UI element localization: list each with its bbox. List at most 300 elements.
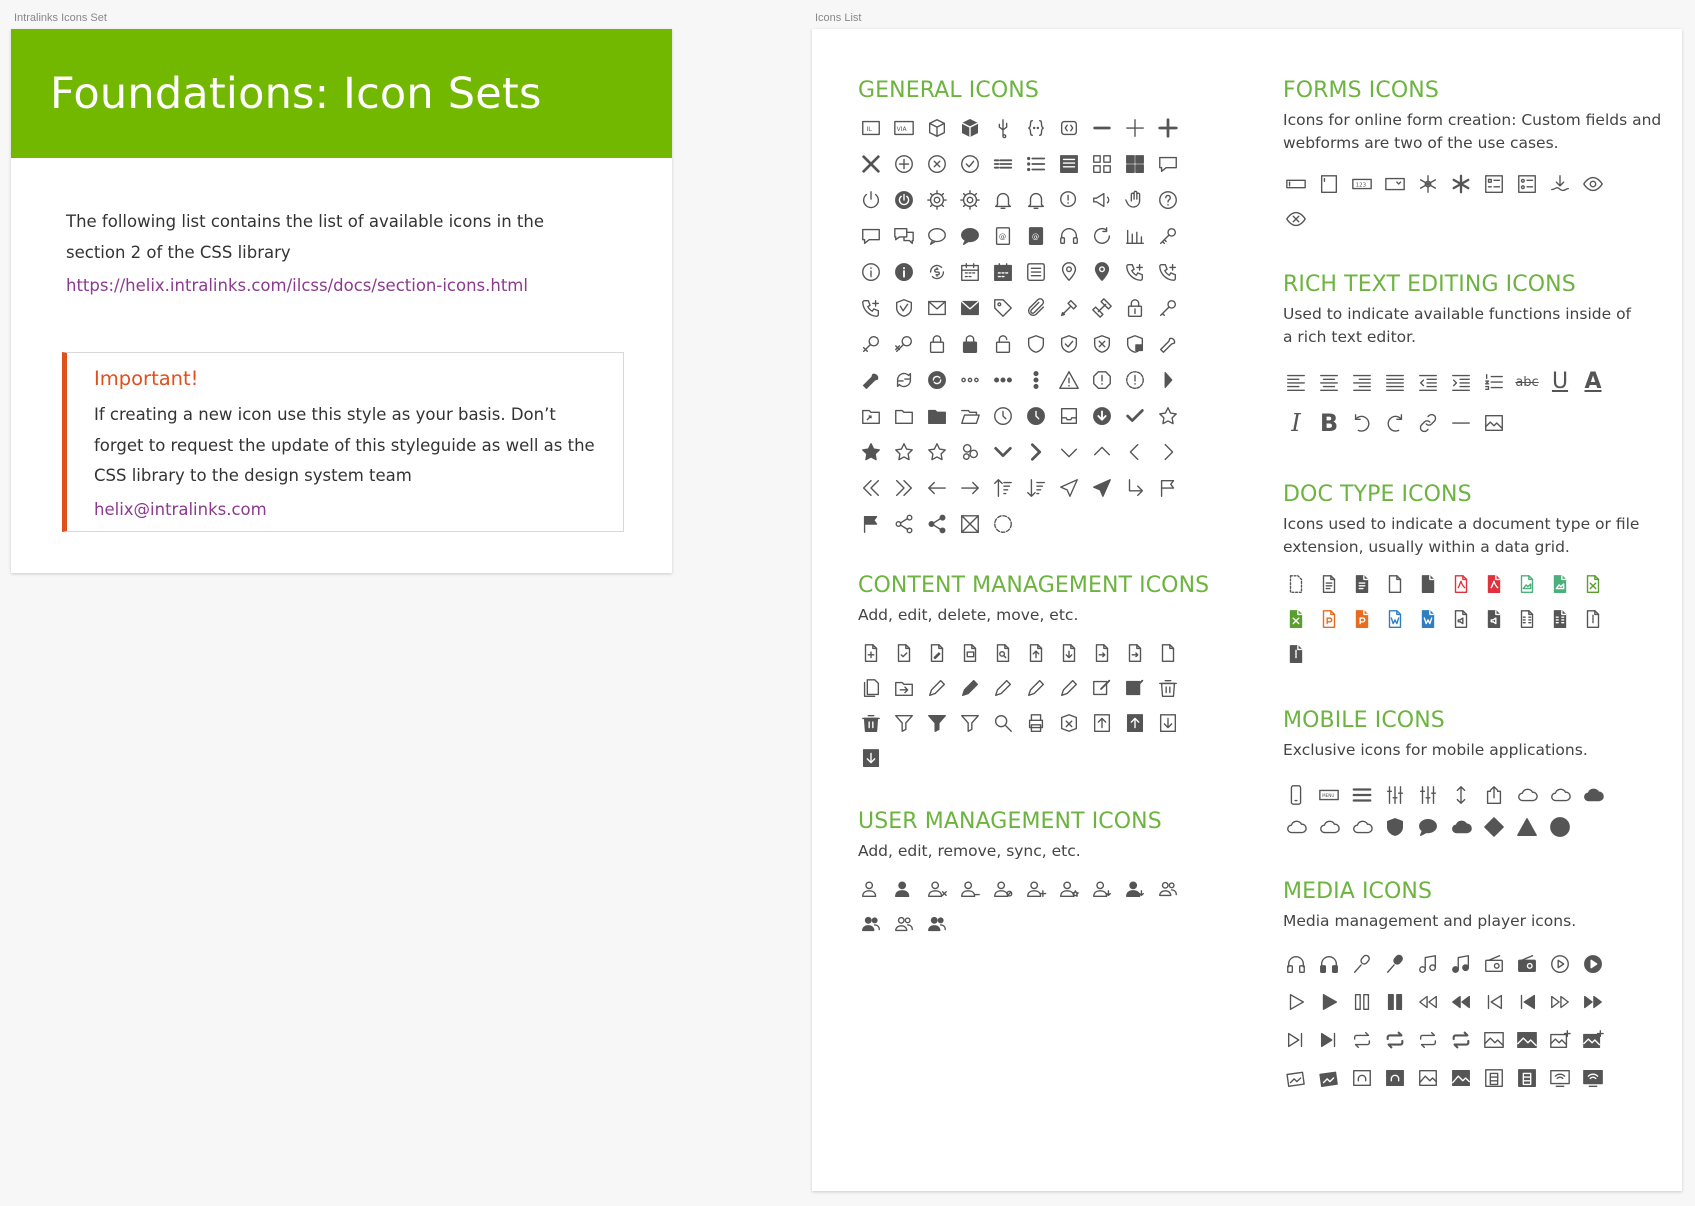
cube-filled-icon <box>957 115 983 141</box>
download-circle-icon <box>1089 403 1115 429</box>
chevron-down-icon <box>1056 439 1082 465</box>
hamburger-icon <box>1349 782 1375 808</box>
phone-remove-icon <box>858 295 884 321</box>
media-section <box>1283 879 1653 1102</box>
il-badge-icon <box>858 115 884 141</box>
content-icons-grid <box>858 640 1209 779</box>
sort-ascending-icon <box>990 475 1016 501</box>
circle-icon <box>1547 814 1573 840</box>
flag-filled-icon <box>858 511 884 537</box>
files-icon <box>858 675 884 701</box>
section-description: Add, edit, delete, move, etc. <box>858 606 1079 624</box>
shield-map-icon <box>891 295 917 321</box>
file-audio-icon <box>1448 606 1474 632</box>
fast-forward-outline-icon <box>1547 989 1573 1015</box>
section-description: Exclusive icons for mobile applications. <box>1283 741 1588 759</box>
edit-box-icon <box>1089 675 1115 701</box>
megaphone-icon <box>1089 187 1115 213</box>
svg-text:MENU: MENU <box>1322 792 1335 798</box>
skip-back-outline-icon <box>1481 989 1507 1015</box>
wrench-filled-icon <box>858 367 884 393</box>
usb-icon <box>990 115 1016 141</box>
close-circle-icon <box>924 151 950 177</box>
file-excel-icon <box>1580 571 1606 597</box>
general-icons-grid <box>858 115 1188 546</box>
underline-icon-glyph: U <box>1551 369 1569 394</box>
pencil-line-icon <box>990 675 1016 701</box>
folder-open-icon <box>957 403 983 429</box>
tv-headphones-filled-icon <box>1382 1065 1408 1091</box>
radio-filled-icon <box>1514 951 1540 977</box>
repeat-filled-icon <box>1382 1027 1408 1053</box>
lock-open-outline-icon <box>924 331 950 357</box>
general-icons-section <box>858 78 1188 546</box>
section-description: Add, edit, remove, sync, etc. <box>858 842 1081 860</box>
section-description: Used to indicate available functions inside of a rich text editor. <box>1283 305 1632 346</box>
users-filled-sync-icon <box>924 911 950 937</box>
font-color-icon <box>1580 369 1606 395</box>
filter-outline-icon <box>891 710 917 736</box>
section-title: DOC TYPE ICONS <box>1283 482 1472 507</box>
list-card-icon <box>1023 259 1049 285</box>
sync-filled-icon <box>924 367 950 393</box>
pencil-remove-icon <box>1023 675 1049 701</box>
cloud-download-filled-icon <box>1448 814 1474 840</box>
callout-body: If creating a new icon use this style as your basis. Don’t forget to request the update of this styleguide as well as the CSS library to the design system team <box>94 405 595 485</box>
clock-filled-icon <box>1023 403 1049 429</box>
file-mail-icon <box>957 640 983 666</box>
microphone-outline-icon <box>1349 951 1375 977</box>
user-filled-icon <box>891 876 917 902</box>
satellite-icon <box>1089 295 1115 321</box>
braces-icon <box>1023 115 1049 141</box>
image-frame-icon <box>1481 1027 1507 1053</box>
folder-move-icon <box>891 675 917 701</box>
placeholder-circle-icon <box>990 511 1016 537</box>
power-icon <box>858 187 884 213</box>
filter-filled-icon <box>924 710 950 736</box>
help-circle-icon <box>1155 187 1181 213</box>
image-add-filled-icon <box>1580 1027 1606 1053</box>
user-icons-grid <box>858 876 1188 945</box>
skip-forward-outline-icon <box>1283 1027 1309 1053</box>
align-center-icon <box>1316 369 1342 395</box>
chat-alert-icon <box>1056 187 1082 213</box>
pencil-hand-icon <box>1056 675 1082 701</box>
pause-outline-icon <box>1349 989 1375 1015</box>
section-title: RICH TEXT EDITING ICONS <box>1283 272 1576 297</box>
dropdown-field-icon <box>1382 171 1408 197</box>
pin-remove-icon <box>891 331 917 357</box>
filter-remove-icon <box>957 710 983 736</box>
users-filled-icon <box>858 911 884 937</box>
calendar-filled-icon <box>990 259 1016 285</box>
sync-dollar-icon <box>924 259 950 285</box>
rewind-filled-icon <box>1448 989 1474 1015</box>
landscape-box-filled-icon <box>1448 1065 1474 1091</box>
align-left-icon <box>1283 369 1309 395</box>
search-icon <box>990 710 1016 736</box>
calendar-icon <box>957 259 983 285</box>
arrow-turn-icon <box>1122 475 1148 501</box>
list-box-icon <box>1056 151 1082 177</box>
forms-section <box>1283 78 1663 240</box>
svg-text:VIA: VIA <box>896 125 907 133</box>
pencil-outline-icon <box>924 675 950 701</box>
forms-icons-grid <box>1283 171 1663 240</box>
number-field-icon <box>1349 171 1375 197</box>
section-description: Media management and player icons. <box>1283 912 1577 930</box>
puzzle-icon <box>957 439 983 465</box>
more-filled-icon <box>990 367 1016 393</box>
location-pin-filled-icon <box>1089 259 1115 285</box>
paperclip-icon <box>1023 295 1049 321</box>
diamond-icon <box>1481 814 1507 840</box>
landscape-box-icon <box>1415 1065 1441 1091</box>
users-sync-icon <box>891 911 917 937</box>
undo-icon <box>1349 410 1375 436</box>
arrow-right-icon <box>957 475 983 501</box>
repeat-settings-filled-icon <box>1448 1027 1474 1053</box>
lock-dollar-icon <box>1122 295 1148 321</box>
mobile-section <box>1283 708 1653 845</box>
file-excel-filled-icon <box>1283 606 1309 632</box>
comment-icon <box>1155 151 1181 177</box>
double-chevron-left-icon <box>858 475 884 501</box>
alert-badge-icon <box>1122 367 1148 393</box>
section-title: GENERAL ICONS <box>858 78 1039 103</box>
print-icon <box>1023 710 1049 736</box>
file-check-icon <box>891 640 917 666</box>
headphones-filled-icon <box>1316 951 1342 977</box>
callout-title: Important! <box>94 367 199 390</box>
file-add-icon <box>858 640 884 666</box>
italic-icon <box>1283 410 1309 436</box>
file-video-icon <box>1514 606 1540 632</box>
bullet-list-icon <box>1023 151 1049 177</box>
horizontal-rule-icon <box>1448 410 1474 436</box>
section-description: Icons for online form creation: Custom fields and webforms are two of the use cases. <box>1283 111 1662 152</box>
menu-button-icon <box>1316 782 1342 808</box>
shield-x-icon <box>1089 331 1115 357</box>
folder-link-icon <box>858 403 884 429</box>
rich-text-icons-grid <box>1283 369 1643 450</box>
vertical-arrows-icon <box>1448 782 1474 808</box>
upload-box-filled-icon <box>1122 710 1148 736</box>
redo-icon <box>1382 410 1408 436</box>
section-description: Icons used to indicate a document type or file extension, usually within a data grid. <box>1283 515 1640 556</box>
cloud-outline-icon <box>1514 782 1540 808</box>
file-search-icon <box>990 640 1016 666</box>
user-remove-icon <box>924 876 950 902</box>
file-powerpoint-icon <box>1316 606 1342 632</box>
strikethrough-icon <box>1514 369 1540 395</box>
close-bold-icon <box>858 151 884 177</box>
shield-filled-icon <box>1382 814 1408 840</box>
compact-list-icon <box>990 151 1016 177</box>
snowflake-icon <box>1415 171 1441 197</box>
play-circle-outline-icon <box>1547 951 1573 977</box>
address-book-icon <box>990 223 1016 249</box>
sliders-icon <box>1382 782 1408 808</box>
chevron-down-bold-icon <box>990 439 1016 465</box>
text-area-icon <box>1316 171 1342 197</box>
building-box-filled-icon <box>1514 1065 1540 1091</box>
docs-link[interactable]: https://helix.intralinks.com/ilcss/docs/section-icons.html <box>66 276 528 295</box>
intro-text: The following list contains the list of available icons in the section 2 of the CSS library <box>66 212 545 262</box>
music-note-outline-icon <box>1415 951 1441 977</box>
users-outline-icon <box>1155 876 1181 902</box>
wifi-box-icon <box>1547 1065 1573 1091</box>
sliders-alt-icon <box>1415 782 1441 808</box>
envelope-filled-icon <box>957 295 983 321</box>
via-badge-icon <box>891 115 917 141</box>
placeholder-box-icon <box>957 511 983 537</box>
chevron-left-icon <box>1122 439 1148 465</box>
more-vertical-icon <box>1023 367 1049 393</box>
cloud-download-icon <box>1316 814 1342 840</box>
outdent-icon <box>1415 369 1441 395</box>
file-download-icon <box>1056 640 1082 666</box>
checkbox-form-icon <box>1481 171 1507 197</box>
more-outline-icon <box>957 367 983 393</box>
folder-filled-icon <box>924 403 950 429</box>
file-word-filled-icon <box>1415 606 1441 632</box>
repeat-outline-icon <box>1349 1027 1375 1053</box>
align-justify-icon <box>1382 369 1408 395</box>
file-pdf-filled-icon <box>1481 571 1507 597</box>
shield-lock-icon <box>1122 331 1148 357</box>
email-link[interactable]: helix@intralinks.com <box>94 499 267 519</box>
trash-filled-icon <box>858 710 884 736</box>
photos-filled-icon <box>1316 1065 1342 1091</box>
code-box-icon <box>1056 115 1082 141</box>
tv-headphones-icon <box>1349 1065 1375 1091</box>
user-add-icon <box>1023 876 1049 902</box>
check-circle-icon <box>957 151 983 177</box>
icons-list-card <box>812 29 1682 1191</box>
shield-check-icon <box>1056 331 1082 357</box>
inbox-icon <box>1056 403 1082 429</box>
file-next-icon <box>1122 640 1148 666</box>
repeat-settings-icon <box>1415 1027 1441 1053</box>
double-chevron-right-icon <box>891 475 917 501</box>
file-zip-icon <box>1580 606 1606 632</box>
share-filled-icon <box>924 511 950 537</box>
user-minus-icon <box>957 876 983 902</box>
chat-bubble-filled-icon <box>1415 814 1441 840</box>
file-blank-filled-icon <box>1415 571 1441 597</box>
file-empty-icon <box>1283 571 1309 597</box>
gear-filled-icon <box>957 187 983 213</box>
user-outline-icon <box>858 876 884 902</box>
speech-bubbles-icon <box>891 223 917 249</box>
alert-circle-icon <box>1089 367 1115 393</box>
caret-right-icon <box>1155 367 1181 393</box>
file-move-icon <box>1089 640 1115 666</box>
envelope-icon <box>924 295 950 321</box>
info-circle-icon <box>858 259 884 285</box>
wrench-ruler-icon <box>1056 295 1082 321</box>
music-note-filled-icon <box>1448 951 1474 977</box>
star-outline-icon <box>1155 403 1181 429</box>
file-zip-filled-icon <box>1283 641 1309 667</box>
file-pdf-icon <box>1448 571 1474 597</box>
skip-back-filled-icon <box>1514 989 1540 1015</box>
tag-icon <box>990 295 1016 321</box>
photos-icon <box>1283 1065 1309 1091</box>
mobile-phone-icon <box>1283 782 1309 808</box>
file-pointer-icon <box>1155 640 1181 666</box>
hand-icon <box>1122 187 1148 213</box>
numbered-list-icon <box>1481 369 1507 395</box>
plus-bold-icon <box>1155 115 1181 141</box>
grid-filled-icon <box>1122 151 1148 177</box>
link-icon <box>1415 410 1441 436</box>
send-outline-icon <box>1056 475 1082 501</box>
share-box-icon <box>1481 782 1507 808</box>
cloud-remove-icon <box>1349 814 1375 840</box>
hero-banner <box>11 29 672 158</box>
mobile-icons-grid <box>1283 782 1653 845</box>
send-filled-icon <box>1089 475 1115 501</box>
section-title: MOBILE ICONS <box>1283 708 1445 733</box>
location-pin-icon <box>1056 259 1082 285</box>
upload-box-icon <box>1089 710 1115 736</box>
rich-text-section <box>1283 272 1643 450</box>
user-star-icon <box>1056 876 1082 902</box>
section-title: USER MANAGEMENT ICONS <box>858 809 1162 834</box>
section-title: MEDIA ICONS <box>1283 879 1433 904</box>
bold-icon-glyph: B <box>1319 409 1339 437</box>
microphone-filled-icon <box>1382 951 1408 977</box>
file-edit-icon <box>924 640 950 666</box>
box-close-icon <box>1056 710 1082 736</box>
svg-text:123: 123 <box>1355 182 1367 189</box>
file-blank-icon <box>1382 571 1408 597</box>
grid-outline-icon <box>1089 151 1115 177</box>
building-box-icon <box>1481 1065 1507 1091</box>
svg-text:@: @ <box>998 231 1007 241</box>
svg-text:IL: IL <box>866 125 872 134</box>
flag-outline-icon <box>1155 475 1181 501</box>
refresh-icon <box>1089 223 1115 249</box>
file-video-filled-icon <box>1547 606 1573 632</box>
image-frame-filled-icon <box>1514 1027 1540 1053</box>
info-filled-icon <box>891 259 917 285</box>
doc-type-section <box>1283 482 1653 675</box>
play-outline-icon <box>1283 989 1309 1015</box>
cloud-filled-alert-icon <box>1580 782 1606 808</box>
headphones-outline-icon <box>1283 951 1309 977</box>
foundations-card <box>11 29 672 573</box>
chevron-right-icon <box>1155 439 1181 465</box>
fast-forward-filled-icon <box>1580 989 1606 1015</box>
download-box-filled-icon <box>858 745 884 771</box>
bell-outline-icon <box>990 187 1016 213</box>
font-color-icon-glyph: A <box>1584 369 1602 394</box>
content-management-section <box>858 573 1209 779</box>
user-filled-download-icon <box>1122 876 1148 902</box>
file-text-icon <box>1316 571 1342 597</box>
pin-icon <box>858 331 884 357</box>
minus-icon <box>1089 115 1115 141</box>
file-powerpoint-filled-icon <box>1349 606 1375 632</box>
triangle-icon <box>1514 814 1540 840</box>
bell-alert-icon <box>1023 187 1049 213</box>
arrow-left-icon <box>924 475 950 501</box>
artboard-label-left: Intralinks Icons Set <box>14 12 107 24</box>
user-download-icon <box>1089 876 1115 902</box>
chat-oval-icon <box>924 223 950 249</box>
lock-filled-icon <box>957 331 983 357</box>
speech-bubble-icon <box>858 223 884 249</box>
checkmark-icon <box>1122 403 1148 429</box>
play-filled-icon <box>1316 989 1342 1015</box>
phone-add-icon <box>1122 259 1148 285</box>
folder-outline-icon <box>891 403 917 429</box>
important-callout <box>62 352 624 532</box>
download-box-icon <box>1155 710 1181 736</box>
chevron-right-bold-icon <box>1023 439 1049 465</box>
wifi-box-filled-icon <box>1580 1065 1606 1091</box>
clock-outline-icon <box>990 403 1016 429</box>
file-upload-icon <box>1023 640 1049 666</box>
chat-filled-icon <box>957 223 983 249</box>
bold-icon <box>1316 410 1342 436</box>
eye-off-icon <box>1283 206 1309 232</box>
play-circle-filled-icon <box>1580 951 1606 977</box>
power-filled-icon <box>891 187 917 213</box>
artboard-label-right: Icons List <box>815 12 862 24</box>
gear-outline-icon <box>924 187 950 213</box>
chevron-up-icon <box>1089 439 1115 465</box>
strikethrough-icon-glyph: abc <box>1515 374 1539 390</box>
star-add-icon <box>891 439 917 465</box>
file-image-filled-icon <box>1547 571 1573 597</box>
shield-icon <box>1023 331 1049 357</box>
italic-icon-glyph: I <box>1291 409 1301 437</box>
share-outline-icon <box>891 511 917 537</box>
svg-text:@: @ <box>1031 231 1040 241</box>
pencil-filled-icon <box>957 675 983 701</box>
unlock-icon <box>990 331 1016 357</box>
headset-icon <box>1056 223 1082 249</box>
cloud-alert-icon <box>1547 782 1573 808</box>
edit-box-filled-icon <box>1122 675 1148 701</box>
signature-icon <box>1547 171 1573 197</box>
star-filled-icon <box>858 439 884 465</box>
star-remove-icon <box>924 439 950 465</box>
phone-edit-icon <box>1155 259 1181 285</box>
page-title: Foundations: Icon Sets <box>50 68 542 119</box>
align-right-icon <box>1349 369 1375 395</box>
file-word-icon <box>1382 606 1408 632</box>
add-circle-icon <box>891 151 917 177</box>
radio-form-icon <box>1514 171 1540 197</box>
cloud-upload-icon <box>1283 814 1309 840</box>
asterisk-icon <box>1448 171 1474 197</box>
skip-forward-filled-icon <box>1316 1027 1342 1053</box>
file-text-filled-icon <box>1349 571 1375 597</box>
indent-icon <box>1448 369 1474 395</box>
sync-icon <box>891 367 917 393</box>
cube-outline-icon <box>924 115 950 141</box>
key-icon <box>1155 223 1181 249</box>
key-alt-icon <box>1155 295 1181 321</box>
section-title: CONTENT MANAGEMENT ICONS <box>858 573 1210 598</box>
wrench-outline-icon <box>1155 331 1181 357</box>
